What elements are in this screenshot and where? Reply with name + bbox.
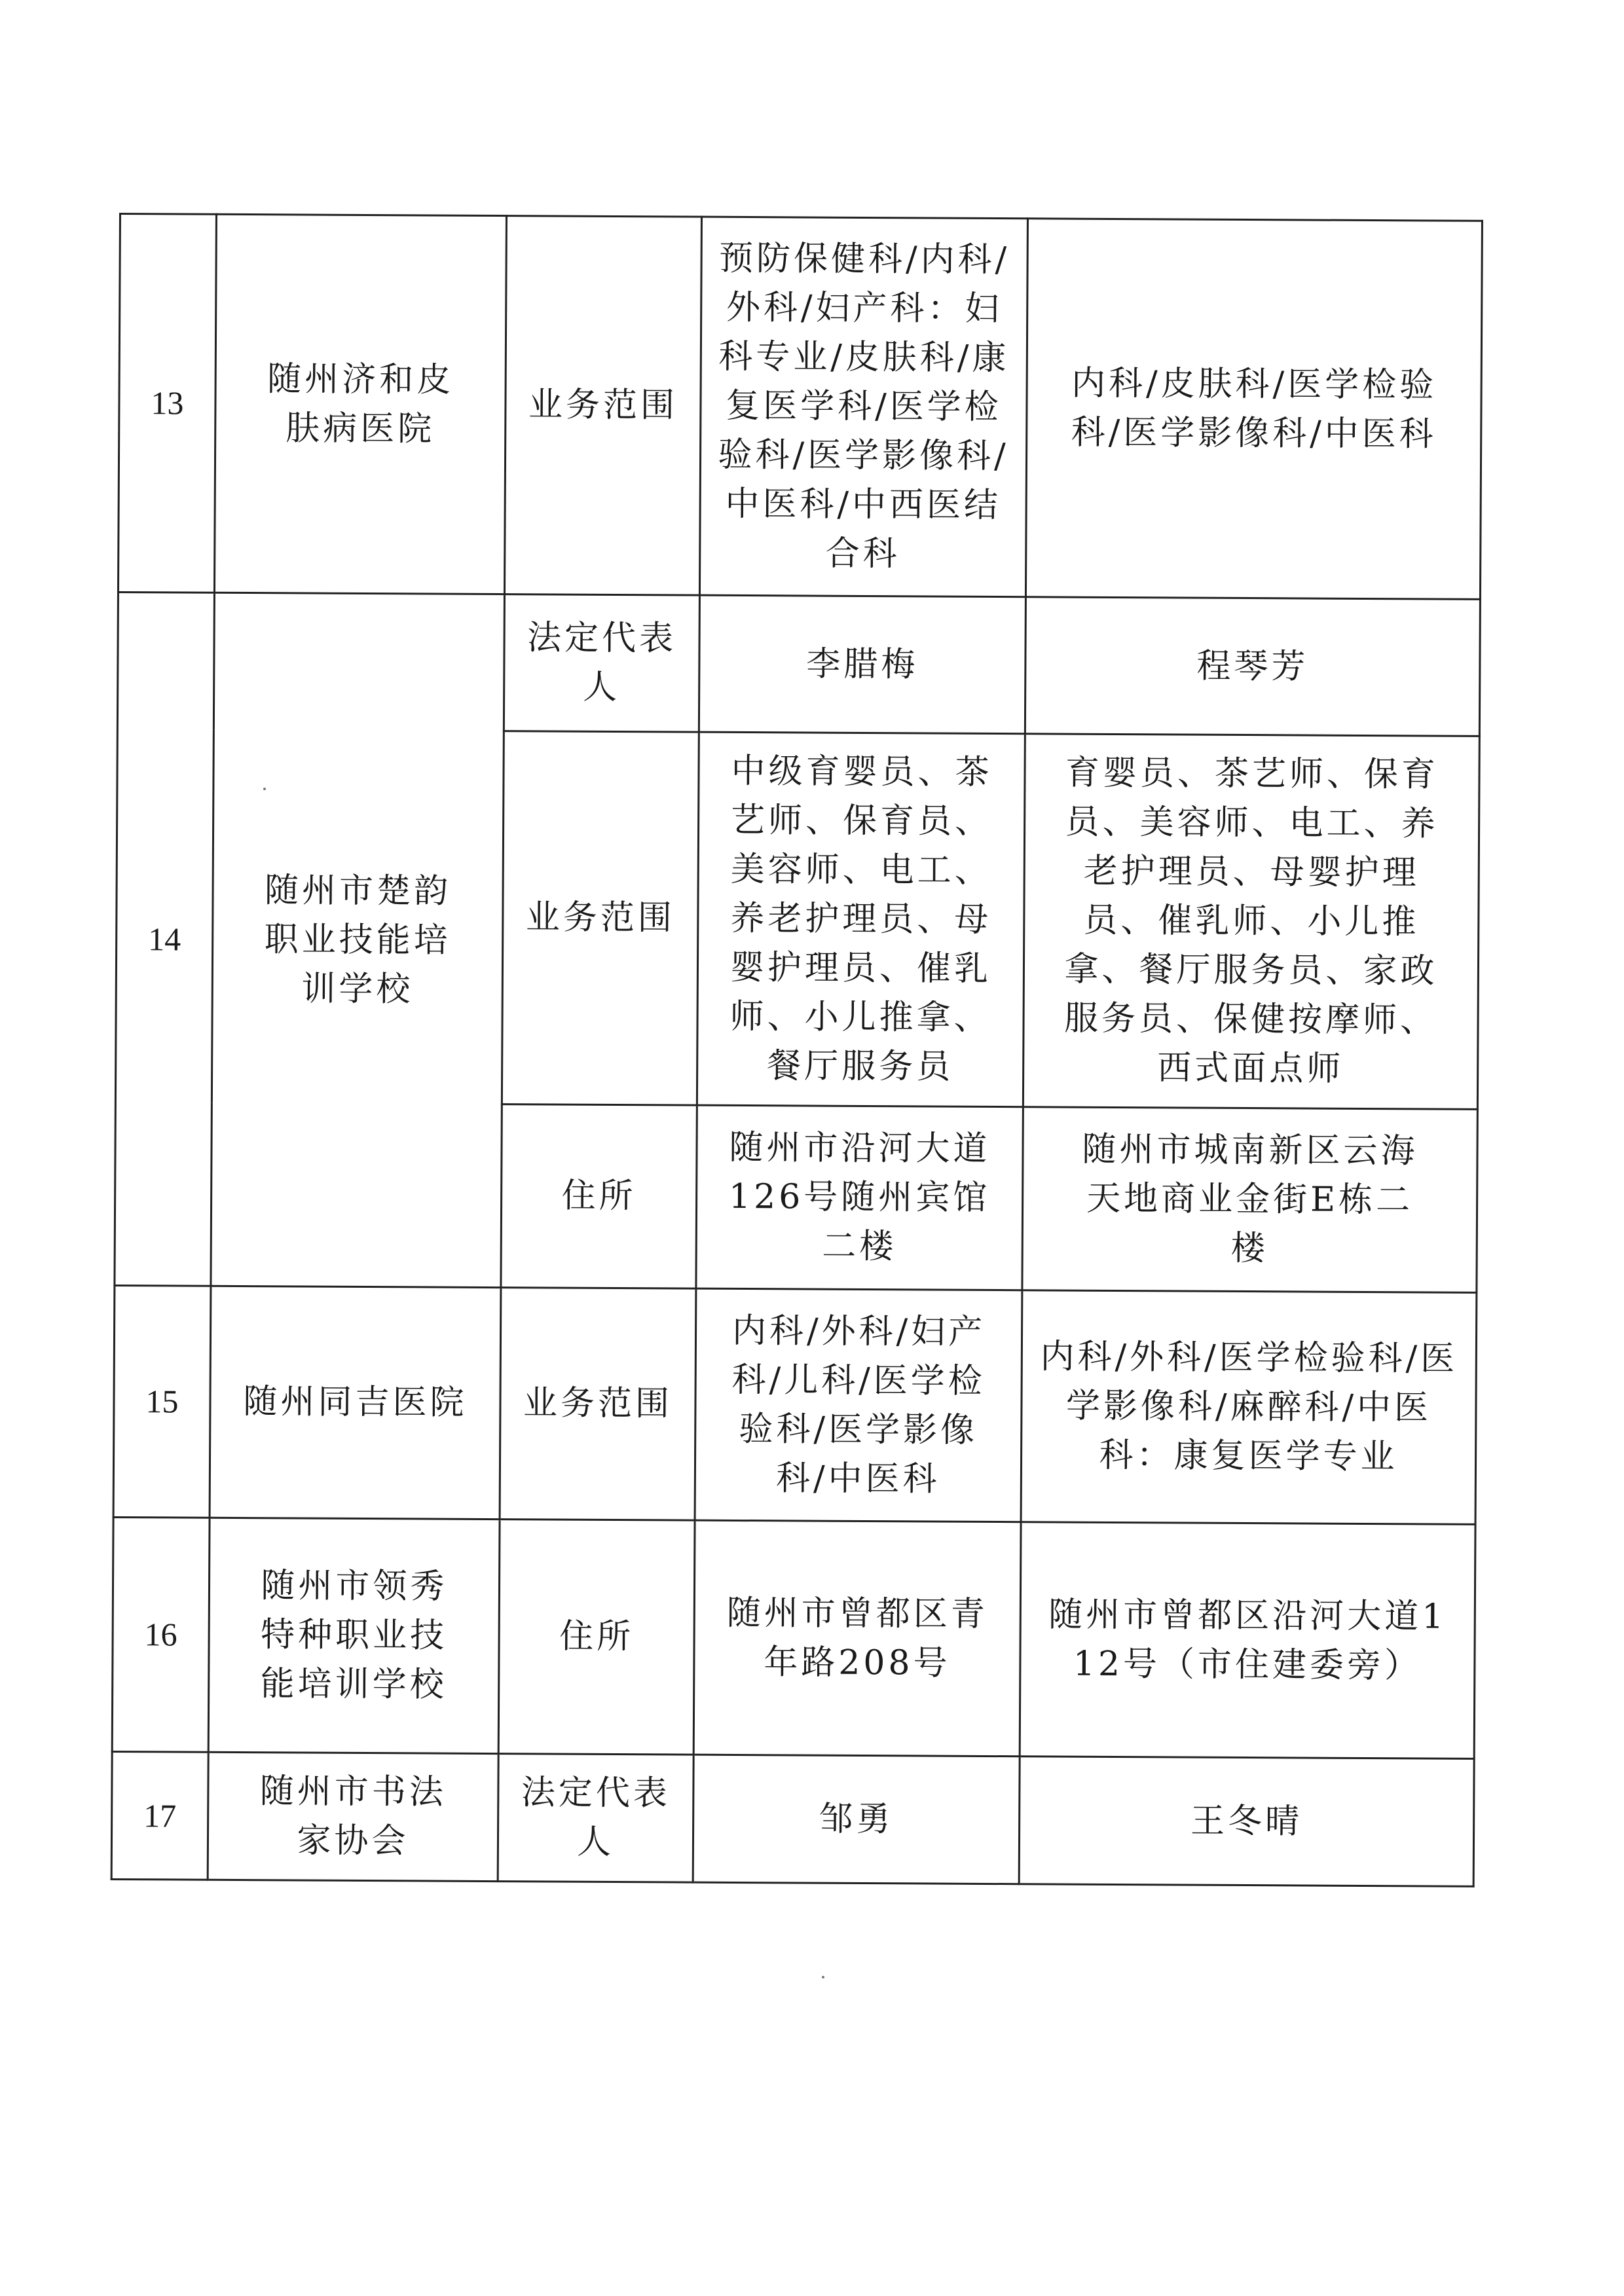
row-number: 15: [113, 1285, 211, 1518]
row-number: 14: [115, 592, 215, 1286]
change-item: 业务范围: [504, 216, 701, 596]
organization-name: 随州同吉医院: [210, 1286, 501, 1519]
row-number: 16: [112, 1517, 210, 1752]
change-item: 住所: [501, 1104, 697, 1289]
after-change: 随州市城南新区云海天地商业金街E栋二楼: [1022, 1107, 1477, 1293]
after-change: 程琴芳: [1025, 597, 1480, 737]
before-change: 随州市沿河大道126号随州宾馆二楼: [696, 1105, 1023, 1290]
organization-name: 随州济和皮肤病医院: [214, 214, 506, 594]
change-item: 业务范围: [502, 731, 699, 1106]
after-change: 育婴员、茶艺师、保育员、美容师、电工、养老护理员、母婴护理员、催乳师、小儿推拿、餐厅服务员、家政服务员、保健按摩师、西式面点师: [1023, 734, 1479, 1110]
table-row: [118, 214, 1482, 600]
change-item: 住所: [498, 1520, 695, 1755]
after-change: 内科/外科/医学检验科/医学影像科/麻醉科/中医科：康复医学专业: [1021, 1290, 1477, 1525]
before-change: 预防保健科/内科/外科/妇产科：妇科专业/皮肤科/康复医学科/医学检验科/医学影像科/中医科/中西医结合科: [699, 217, 1027, 597]
before-change: 中级育婴员、茶艺师、保育员、美容师、电工、养老护理员、母婴护理员、催乳师、小儿推拿、餐厅服务员: [697, 732, 1025, 1107]
organization-name: 随州市楚韵职业技能培训学校: [211, 592, 505, 1287]
after-change: 随州市曾都区沿河大道112号（市住建委旁）: [1020, 1522, 1475, 1759]
table-row: [111, 1751, 1474, 1886]
before-change: 内科/外科/妇产科/儿科/医学检验科/医学影像科/中医科: [695, 1288, 1022, 1522]
organization-name: 随州市领秀特种职业技能培训学校: [208, 1518, 500, 1753]
table-row: [112, 1517, 1475, 1758]
before-change: 邹勇: [693, 1755, 1020, 1884]
table-row: [117, 592, 1480, 736]
change-item: 法定代表人: [504, 594, 699, 733]
scan-speck: [263, 788, 266, 790]
after-change: 王冬晴: [1019, 1757, 1474, 1887]
before-change: 随州市曾都区青年路208号: [693, 1520, 1021, 1757]
row-number: 13: [118, 214, 216, 593]
change-item: 法定代表人: [498, 1754, 693, 1883]
change-registration-table-wrapper: [111, 213, 1481, 1887]
organization-name: 随州市书法家协会: [208, 1752, 498, 1881]
before-change: 李腊梅: [699, 595, 1025, 734]
blank-page-area: [0, 1899, 1624, 2296]
change-item: 业务范围: [500, 1288, 696, 1521]
row-number: 17: [111, 1751, 208, 1880]
change-registration-table: [111, 213, 1483, 1887]
table-row: [113, 1285, 1477, 1524]
after-change: 内科/皮肤科/医学检验科/医学影像科/中医科: [1025, 219, 1482, 600]
